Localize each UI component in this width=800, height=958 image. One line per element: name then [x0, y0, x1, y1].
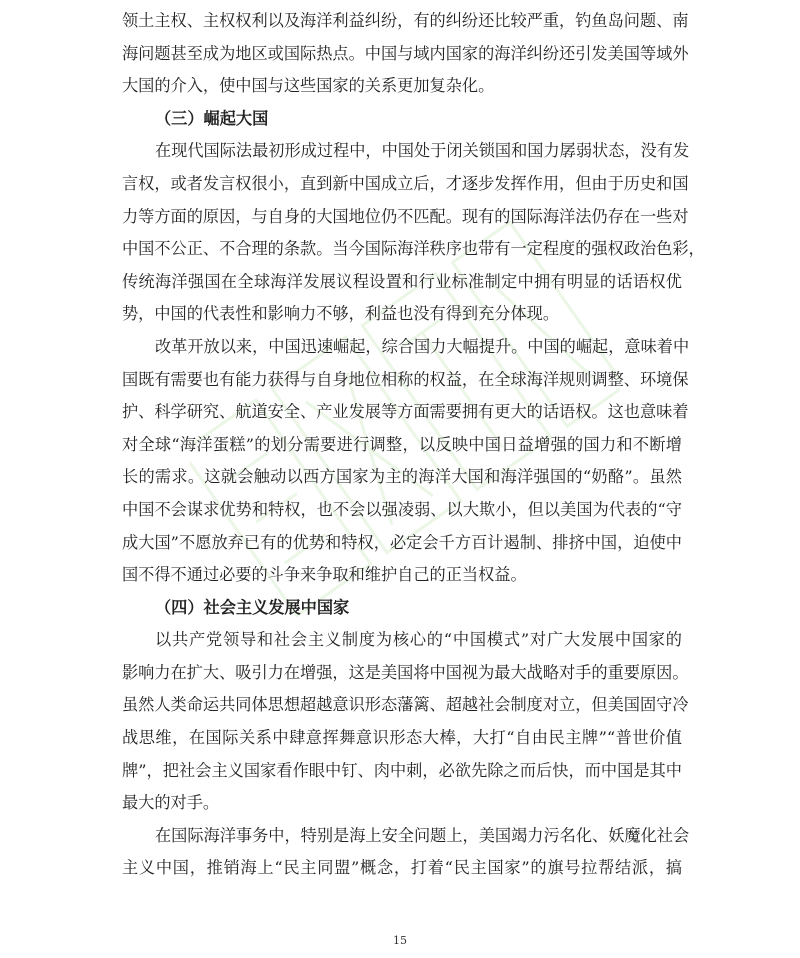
text-line: 影响力在扩大、吸引力在增强，这是美国将中国视为最大战略对手的重要原因。	[122, 662, 689, 682]
text-line: 在现代国际法最初形成过程中，中国处于闭关锁国和国力孱弱状态，没有发	[155, 141, 690, 161]
text-line: 最大的对手。	[122, 793, 220, 813]
text-line: 国既有需要也有能力获得与自身地位相称的权益，在全球海洋规则调整、环境保	[122, 369, 689, 389]
text-line: 虽然人类命运共同体思想超越意识形态藩篱、超越社会制度对立，但美国固守冷	[122, 695, 689, 715]
paragraph-4	[122, 624, 689, 820]
paragraph-1	[122, 5, 689, 103]
section-heading-4: （四）社会主义发展中国家	[155, 597, 350, 617]
text-line: 在国际海洋事务中，特别是海上安全问题上，美国竭力污名化、妖魔化社会	[155, 825, 690, 845]
text-line: 海问题甚至成为地区或国际热点。中国与域内国家的海洋纠纷还引发美国等域外	[122, 43, 689, 63]
page-number: 15	[393, 934, 407, 947]
text-line: 改革开放以来，中国迅速崛起，综合国力大幅提升。中国的崛起，意味着中	[155, 336, 690, 356]
text-line: 护、科学研究、航道安全、产业发展等方面需要拥有更大的话语权。这也意味着	[122, 402, 689, 422]
text-line: 势，中国的代表性和影响力不够，利益也没有得到充分体现。	[122, 304, 560, 324]
text-line: 中国不会谋求优势和特权，也不会以强凌弱、以大欺小，但以美国为代表的“守	[122, 499, 682, 519]
section-heading-3: （三）崛起大国	[155, 108, 269, 128]
text-line: 领土主权、主权权利以及海洋利益纠纷，有的纠纷还比较严重，钓鱼岛问题、南	[122, 11, 689, 30]
paragraph-2	[122, 135, 705, 331]
text-line: 力等方面的原因，与自身的大国地位仍不匹配。现有的国际海洋法仍存在一些对	[122, 206, 689, 226]
text-line: 大国的介入，使中国与这些国家的关系更加复杂化。	[122, 76, 495, 96]
text-line: 中国不公正、不合理的条款。当今国际海洋秩序也带有一定程度的强权政治色彩，	[122, 239, 705, 259]
paragraph-5	[122, 820, 690, 885]
text-line: 以共产党领导和社会主义制度为核心的“中国模式”对广大发展中国家的	[155, 630, 682, 650]
text-line: 国不得不通过必要的斗争来争取和维护自己的正当权益。	[122, 565, 527, 585]
text-line: 战思维，在国际关系中肆意挥舞意识形态大棒，大打“自由民主牌”“普世价值	[122, 728, 682, 748]
text-line: 对全球“海洋蛋糕”的划分需要进行调整，以反映中国日益增强的国力和不断增	[122, 434, 682, 454]
document-body	[122, 5, 705, 885]
text-line: 传统海洋强国在全球海洋发展议程设置和行业标准制定中拥有明显的话语权优	[122, 271, 682, 291]
text-line: 言权，或者发言权很小，直到新中国成立后，才逐步发挥作用，但由于历史和国	[122, 173, 689, 193]
text-line: 成大国”不愿放弃已有的优势和特权，必定会千方百计遏制、排挤中国，迫使中	[122, 532, 682, 552]
text-line: 主义中国，推销海上“民主同盟”概念，打着“民主国家”的旗号拉帮结派，搞	[122, 858, 682, 878]
text-line: 长的需求。这就会触动以西方国家为主的海洋大国和海洋强国的“奶酪”。虽然	[122, 467, 682, 487]
text-line: 牌”，把社会主义国家看作眼中钉、肉中刺，必欲先除之而后快，而中国是其中	[122, 760, 682, 780]
paragraph-3	[122, 331, 690, 592]
